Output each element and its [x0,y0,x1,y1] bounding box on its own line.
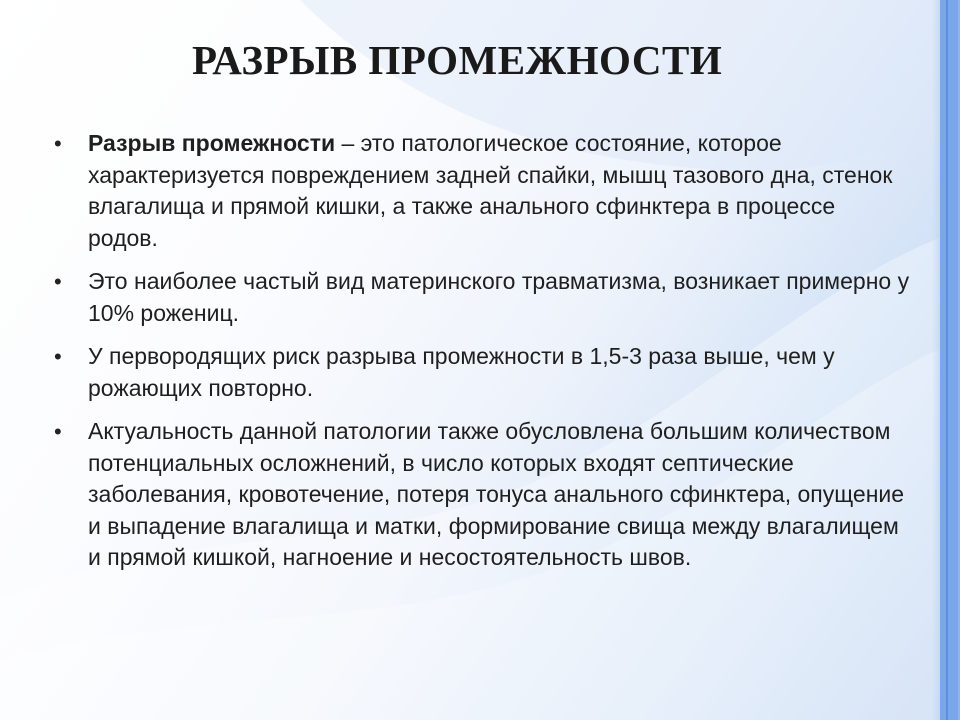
bullet-text: Это наиболее частый вид материнского травматизма, возникает примерно у 10% рожениц. [88,268,910,326]
bullet-item [50,341,910,404]
bullet-item [50,266,910,329]
bullet-text: – это патологическое состояние, которое характеризуется повреждением задней спайки, мышц тазового дна, стенок влагалища и прямой кишки, а также анального сфинктера в процессе родов. [88,130,893,251]
bullet-term: Разрыв промежности [88,130,336,156]
bullet-icon: • [54,131,62,156]
right-accent-line [946,0,948,720]
bullet-icon: • [54,344,62,369]
bullet-text: У первородящих риск разрыва промежности в 1,5-3 раза выше, чем у рожающих повторно. [88,343,835,401]
bullet-icon: • [54,419,62,444]
bullet-item [50,416,910,574]
bullet-icon: • [54,269,62,294]
right-accent-stripe [940,0,958,720]
bullet-item [50,128,910,254]
bullet-text: Актуальность данной патологии также обусловлена большим количеством потенциальных осложнений, в число которых входят септические заболевания, кровотечение, потеря тонуса анального сфинктера, опущение и выпадение влагалища и матки, формирование свища между влагалищем и прямой кишкой, нагноение и несостоятельность швов. [88,418,905,570]
slide-title: РАЗРЫВ ПРОМЕЖНОСТИ [192,37,723,83]
bullet-list [50,128,910,586]
